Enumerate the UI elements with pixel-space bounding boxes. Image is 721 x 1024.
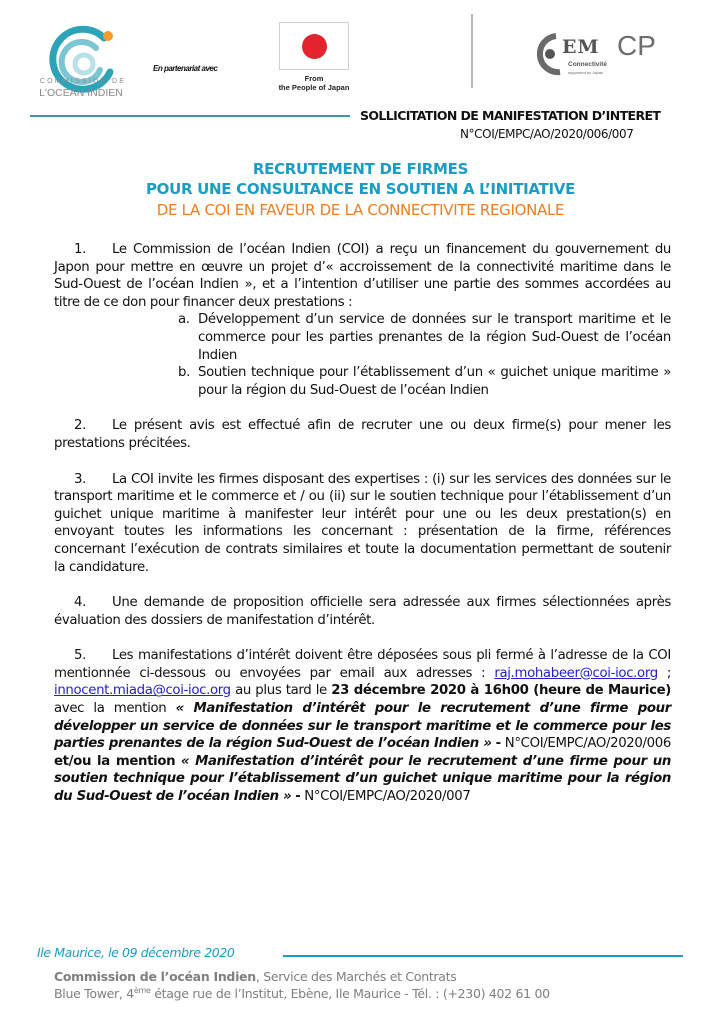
title-line1: RECRUTEMENT DE FIRMES xyxy=(252,160,469,178)
footer-rule xyxy=(283,955,683,957)
empc-logo-connectivite: Connectivité xyxy=(568,61,608,68)
paragraph-number: 4. xyxy=(74,595,86,611)
header-divider xyxy=(471,14,473,88)
coi-logo-text-line1: COMMISSION DE xyxy=(39,78,127,85)
footer-address-sup: ème xyxy=(133,986,151,995)
list-item-label: a. xyxy=(178,312,190,328)
paragraph-text: Une demande de proposition officielle sera adressée aux firmes sélectionnées après évaluation des dossiers de manifestation d’intérêt. xyxy=(54,595,671,628)
japan-caption xyxy=(270,74,358,92)
japan-caption-line1: From xyxy=(304,74,324,83)
list-item-text: Développement d’un service de données sur le transport maritime et le commerce pour les parties prenantes de la région Sud-Ouest de l’océan Indien xyxy=(198,312,671,363)
paragraph-text: Le Commission de l’océan Indien (COI) a reçu un financement du gouvernement du Japon pour mettre en œuvre un projet d’« accroissement de la connectivité maritime dans le Sud-Ouest de l’océan Indien », et a l’intention d’utiliser une partie des sommes accordées au titre de ce don pour financer deux prestations : xyxy=(54,242,671,310)
email-link-raj[interactable]: raj.mohabeer@coi-ioc.org xyxy=(494,665,658,681)
paragraph-intro: Les manifestations d’intérêt doivent être déposées sous pli fermé à l’adresse de la COI mentionnée ci-dessous ou envoyées par email aux adresses : xyxy=(54,648,671,681)
paragraph-number: 5. xyxy=(74,648,86,664)
title-line3: DE LA COI EN FAVEUR DE LA CONNECTIVITE REGIONALE xyxy=(156,201,565,219)
paragraph-text: Le présent avis est effectué afin de recruter une ou deux firme(s) pour mener les prestations précitées. xyxy=(54,418,671,451)
header-rule xyxy=(30,115,350,117)
empc-logo-em: EM xyxy=(562,36,600,58)
coi-logo-text-line2: L'OCÉAN INDIEN xyxy=(39,87,123,99)
mention-1: « Manifestation d’intérêt pour le recrutement d’une firme pour développer un service de données sur le transport maritime et le commerce pour les parties prenantes de la région Sud-Ouest de l’océan Indien » xyxy=(54,701,671,752)
reference-2: N°COI/EMPC/AO/2020/007 xyxy=(304,789,471,805)
solicitation-title: SOLLICITATION DE MANIFESTATION D’INTERET xyxy=(360,108,661,123)
list-item-text: Soutien technique pour l’établissement d’un « guichet unique maritime » pour la région du Sud-Ouest de l’océan Indien xyxy=(198,365,671,398)
dash-1: - xyxy=(495,736,501,752)
email-separator: ; xyxy=(666,665,671,681)
empc-swoosh-icon xyxy=(530,32,566,76)
list-item xyxy=(54,311,671,364)
empc-logo xyxy=(530,28,670,84)
footer-address-pre: Blue Tower, 4 xyxy=(54,986,134,1002)
paragraph-text: La COI invite les firmes disposant des expertises : (i) sur les services des données sur le transport maritime et le commerce et / ou (ii) sur le soutien technique pour l’établissement d’un guichet unique maritime à manifester leur intérêt pour une ou les deux prestation(s) en envoyant toutes les informations les concernant : présentation de la firme, références concernant l’exécution de contrats similaires et toute la documentation permettant de soutenir la candidature. xyxy=(54,471,671,575)
footer-address xyxy=(54,986,550,1001)
prestations-list xyxy=(54,311,671,399)
paragraph-2 xyxy=(54,417,671,452)
footer-service: , Service des Marchés et Contrats xyxy=(255,969,457,984)
document-body xyxy=(54,241,671,806)
reference-number: N°COI/EMPC/AO/2020/006/007 xyxy=(460,127,634,141)
empc-logo-sub: supported by Japan xyxy=(568,70,604,75)
japan-caption-line2: the People of Japan xyxy=(278,83,350,92)
connector: et/ou la mention xyxy=(54,753,176,769)
paragraph-1 xyxy=(54,241,671,311)
footer-org-line xyxy=(54,969,456,984)
paragraph-4 xyxy=(54,594,671,629)
mention-2: « Manifestation d’intérêt pour le recrutement d’une firme pour un soutien technique pour l’établissement d’un guichet unique maritime pour la région du Sud-Ouest de l’océan Indien » xyxy=(54,753,671,805)
deadline-prefix: au plus tard le xyxy=(235,683,327,699)
paragraph-5 xyxy=(54,647,671,805)
reference-1: N°COI/EMPC/AO/2020/006 xyxy=(504,736,671,752)
partner-label: En partenariat avec xyxy=(153,64,218,73)
dash-2: - xyxy=(295,789,301,805)
list-item-label: b. xyxy=(178,365,190,381)
empc-logo-cp: CP xyxy=(617,30,656,61)
paragraph-3 xyxy=(54,471,671,577)
deadline: 23 décembre 2020 à 16h00 (heure de Maurice) xyxy=(331,683,672,699)
mention-prefix: avec la mention xyxy=(54,701,167,717)
paragraph-number: 2. xyxy=(74,418,86,434)
footer-address-post: étage rue de l’Institut, Ebène, Ile Maurice - Tél. : (+230) 402 61 00 xyxy=(150,986,550,1002)
footer-org: Commission de l’océan Indien xyxy=(54,969,256,984)
email-link-innocent[interactable]: innocent.miada@coi-ioc.org xyxy=(54,683,231,699)
title-line2: POUR UNE CONSULTANCE EN SOUTIEN A L’INITIATIVE xyxy=(145,180,576,198)
paragraph-number: 1. xyxy=(74,242,86,257)
paragraph-number: 3. xyxy=(74,471,86,487)
list-item xyxy=(54,364,671,399)
footer-date: Ile Maurice, le 09 décembre 2020 xyxy=(37,945,235,960)
japan-flag-icon xyxy=(279,22,349,70)
